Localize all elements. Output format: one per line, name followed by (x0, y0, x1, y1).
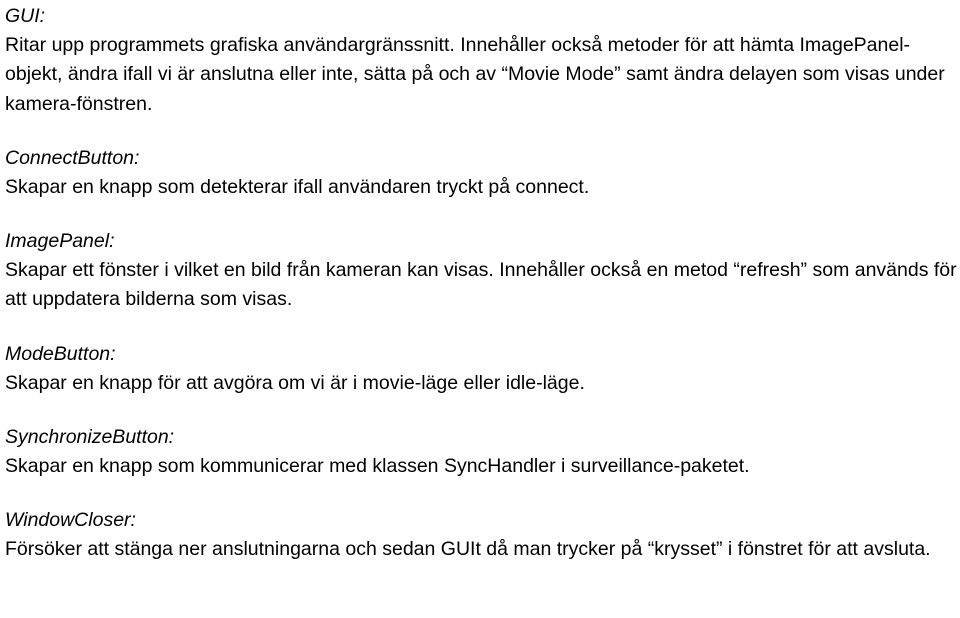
section-connect-button (5, 144, 957, 202)
section-heading: ImagePanel: (5, 230, 115, 253)
section-description: Skapar en knapp för att avgöra om vi är i movie-läge eller idle-läge. (5, 371, 585, 394)
section-description: Skapar en knapp som kommunicerar med klassen SyncHandler i surveillance-paketet. (5, 455, 750, 478)
section-description: Skapar en knapp som detekterar ifall användaren tryckt på connect. (5, 175, 590, 198)
section-mode-button (5, 340, 957, 398)
section-heading: WindowCloser: (5, 509, 136, 532)
section-window-closer (5, 506, 957, 564)
section-description: Försöker att stänga ner anslutningarna och sedan GUIt då man trycker på “krysset” i fönstret för att avsluta. (5, 538, 931, 561)
section-heading: GUI: (5, 5, 46, 27)
section-heading: SynchronizeButton: (5, 426, 175, 449)
document-page (5, 2, 957, 590)
section-image-panel (5, 227, 957, 315)
section-heading: ConnectButton: (5, 146, 140, 169)
section-description: Skapar ett fönster i vilket en bild från kameran kan visas. Innehåller också en metod “refresh” som används för att uppdatera bilderna som visas. (5, 259, 957, 311)
section-gui (5, 2, 957, 119)
section-description: Ritar upp programmets grafiska användargränssnitt. Innehåller också metoder för att hämta ImagePanel-objekt, ändra ifall vi är anslutna eller inte, sätta på och av “Movie Mode” samt ändra delayen som visas under kamera-fönstren. (5, 34, 945, 115)
section-heading: ModeButton: (5, 342, 116, 365)
section-synchronize-button (5, 423, 957, 481)
